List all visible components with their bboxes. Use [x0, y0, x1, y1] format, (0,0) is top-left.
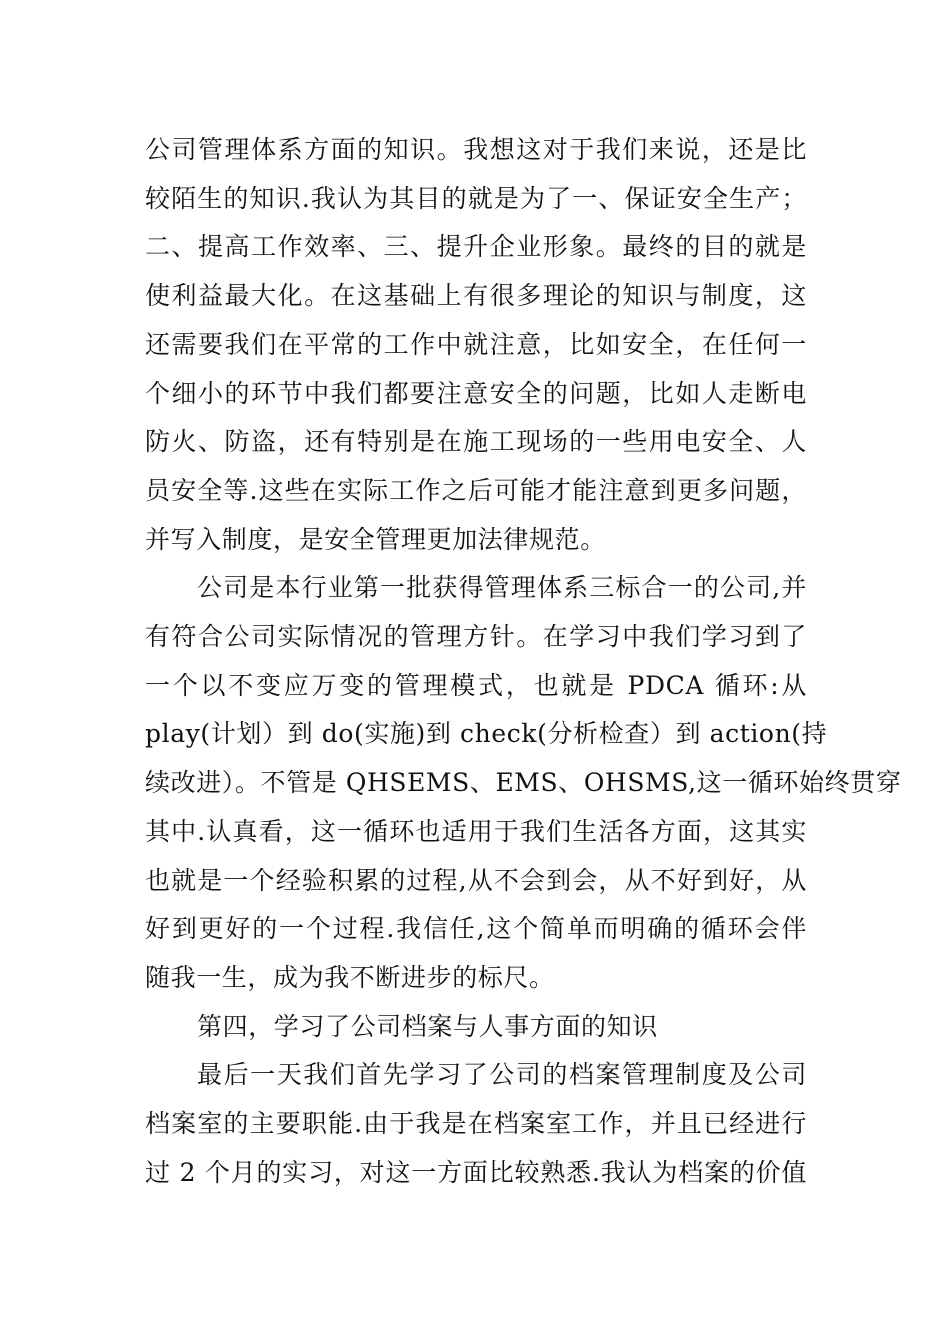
text-line: 档案室的主要职能.由于我是在档案室工作，并且已经进行	[145, 1109, 807, 1139]
text-line: play(计划）到 do(实施)到 check(分析检查）到 action(持	[145, 719, 828, 749]
text-line: 公司是本行业第一批获得管理体系三标合一的公司,并	[197, 573, 807, 603]
text-line: 较陌生的知识.我认为其目的就是为了一、保证安全生产；	[145, 183, 807, 213]
text-line: 最后一天我们首先学习了公司的档案管理制度及公司	[197, 1060, 807, 1090]
paragraph-pdca-cycle	[145, 564, 902, 1002]
text-line: 续改进）。不管是 QHSEMS、EMS、OHSMS,这一循环始终贯穿	[145, 768, 902, 798]
text-line: 二、提高工作效率、三、提升企业形象。最终的目的就是	[145, 232, 807, 262]
text-line: 员安全等.这些在实际工作之后可能才能注意到更多问题，	[145, 475, 807, 505]
text-line: 一个以不变应万变的管理模式，也就是 PDCA 循环:从	[145, 670, 807, 700]
text-line: 使利益最大化。在这基础上有很多理论的知识与制度，这	[145, 281, 807, 311]
text-line: 其中.认真看，这一循环也适用于我们生活各方面，这其实	[145, 816, 807, 846]
text-line: 也就是一个经验积累的过程,从不会到会，从不好到好，从	[145, 865, 807, 895]
paragraph-archives	[145, 1051, 807, 1197]
text-line: 好到更好的一个过程.我信任,这个简单而明确的循环会伴	[145, 914, 807, 944]
paragraph-management-system	[145, 126, 807, 564]
text-line: 公司管理体系方面的知识。我想这对于我们来说，还是比	[145, 135, 807, 164]
text-line: 个细小的环节中我们都要注意安全的问题，比如人走断电	[145, 378, 807, 408]
text-line: 随我一生，成为我不断进步的标尺。	[145, 962, 555, 992]
text-line: 还需要我们在平常的工作中就注意，比如安全，在任何一	[145, 329, 807, 359]
text-line: 防火、防盗，还有特别是在施工现场的一些用电安全、人	[145, 427, 807, 457]
section-heading-archives-personnel	[145, 1003, 807, 1052]
document-body	[145, 126, 902, 1197]
text-line: 有符合公司实际情况的管理方针。在学习中我们学习到了	[145, 622, 807, 652]
text-line: 过 2 个月的实习，对这一方面比较熟悉.我认为档案的价值	[145, 1157, 807, 1187]
text-line: 并写入制度，是安全管理更加法律规范。	[145, 524, 606, 554]
text-line: 第四，学习了公司档案与人事方面的知识	[197, 1011, 658, 1041]
